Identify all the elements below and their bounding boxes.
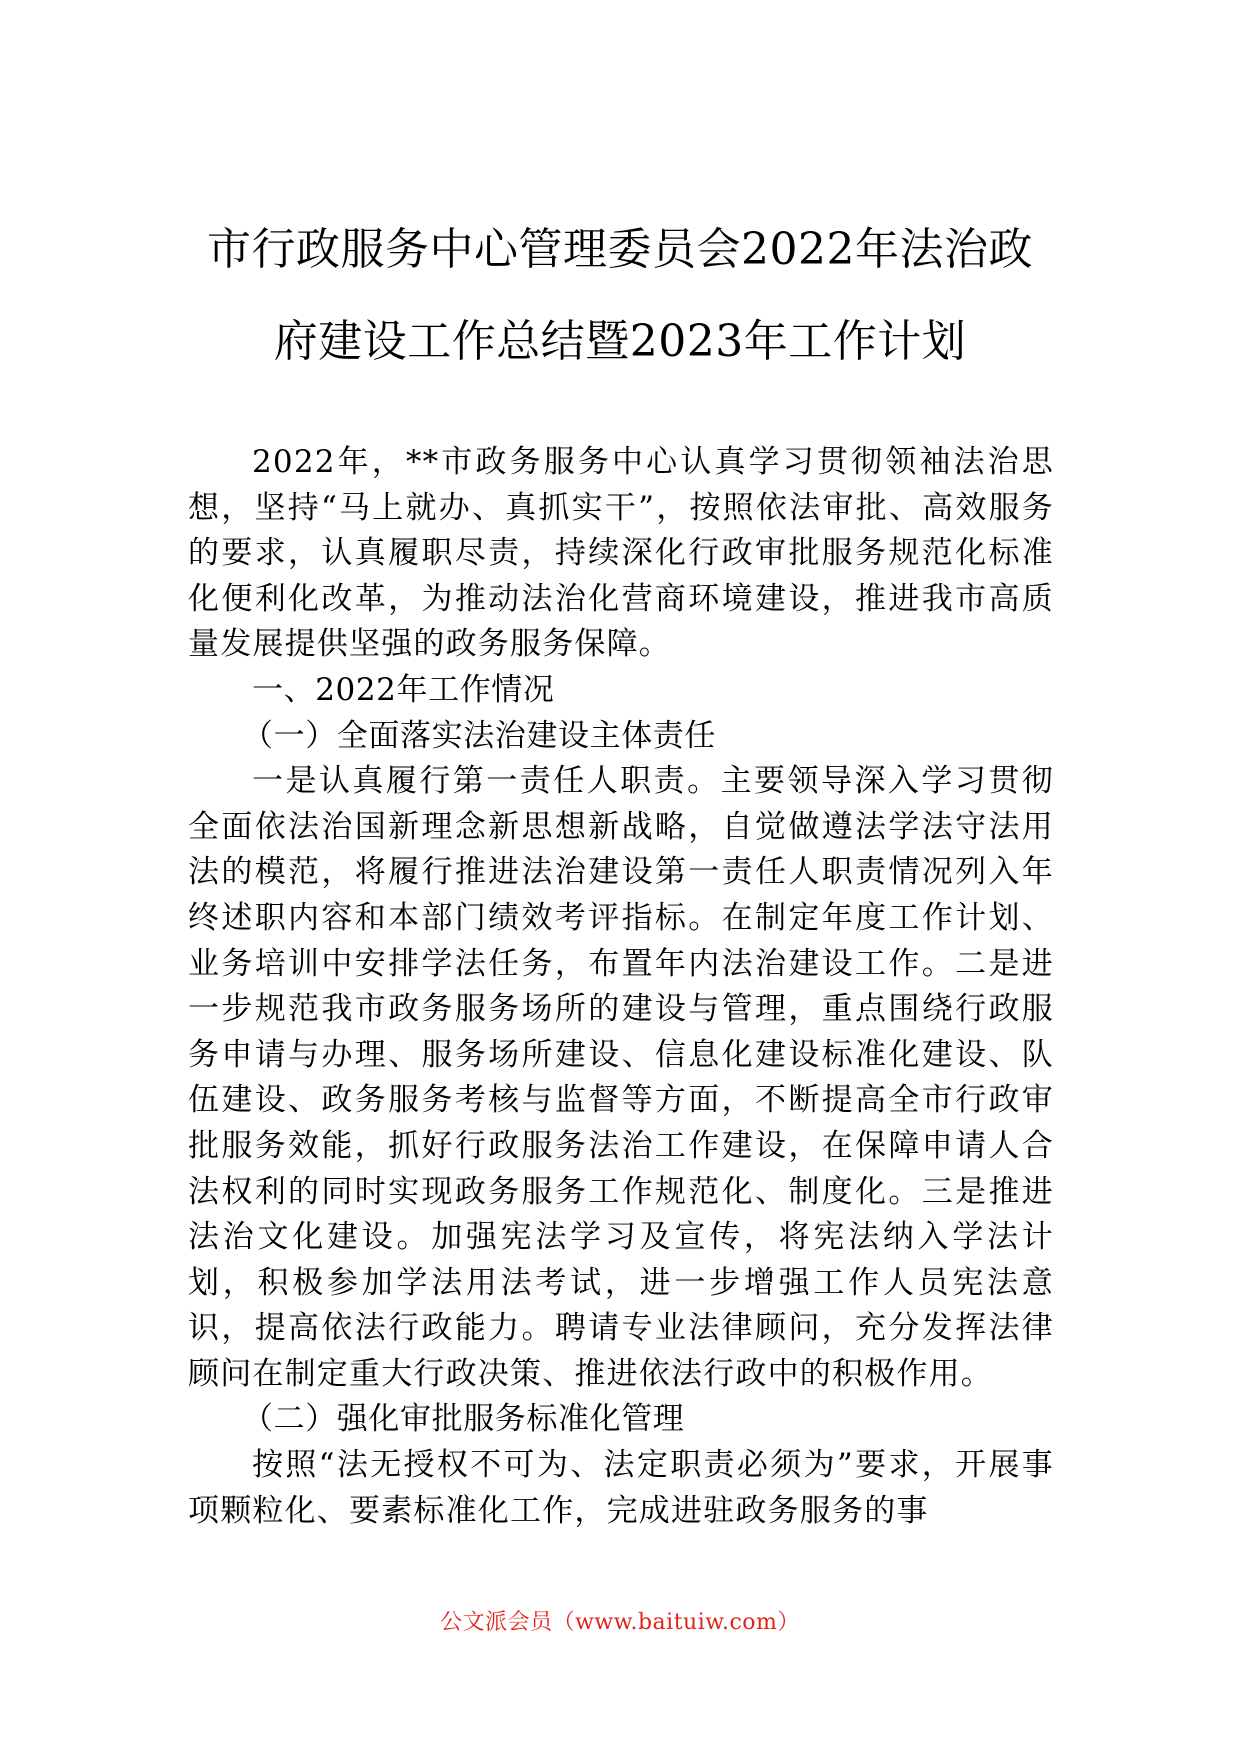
body-paragraph-1: 一是认真履行第一责任人职责。主要领导深入学习贯彻全面依法治国新理念新思想新战略，自觉做遵法学法守法用法的模范，将履行推进法治建设第一责任人职责情况列入年终述职内容和本部门绩效考评指标。在制定年度工作计划、业务培训中安排学法任务，布置年内法治建设工作。二是进一步规范我市政务服务场所的建设与管理，重点围绕行政服务申请与办理、服务场所建设、信息化建设标准化建设、队伍建设、政务服务考核与监督等方面，不断提高全市行政审批服务效能，抓好行政服务法治工作建设，在保障申请人合法权利的同时实现政务服务工作规范化、制度化。三是推进法治文化建设。加强宪法学习及宣传，将宪法纳入学法计划，积极参加学法用法考试，进一步增强工作人员宪法意识，提高依法行政能力。聘请专业法律顾问，充分发挥法律顾问在制定重大行政决策、推进依法行政中的积极作用。	[188, 763, 1054, 1392]
title-line-2: 府建设工作总结暨2023年工作计划	[273, 316, 967, 367]
subsection-heading-1: （一）全面落实法治建设主体责任	[242, 717, 716, 754]
document-body	[188, 440, 1054, 1534]
footer-watermark: 公文派会员（www.baituiw.com）	[440, 1610, 800, 1635]
section-heading-1: 一、2022年工作情况	[252, 671, 555, 708]
subsection-heading-2: （二）强化审批服务标准化管理	[242, 1401, 685, 1438]
title-line-1: 市行政服务中心管理委员会2022年法治政	[207, 224, 1033, 275]
intro-paragraph: 2022年，**市政务服务中心认真学习贯彻领袖法治思想，坚持“马上就办、真抓实干”，按照依法审批、高效服务的要求，认真履职尽责，持续深化行政审批服务规范化标准化便利化改革，为推动法治化营商环境建设，推进我市高质量发展提供坚强的政务服务保障。	[188, 444, 1054, 663]
body-paragraph-2: 按照“法无授权不可为、法定职责必须为”要求，开展事项颗粒化、要素标准化工作，完成进驻政务服务的事	[188, 1447, 1054, 1529]
document-title	[185, 204, 1055, 388]
